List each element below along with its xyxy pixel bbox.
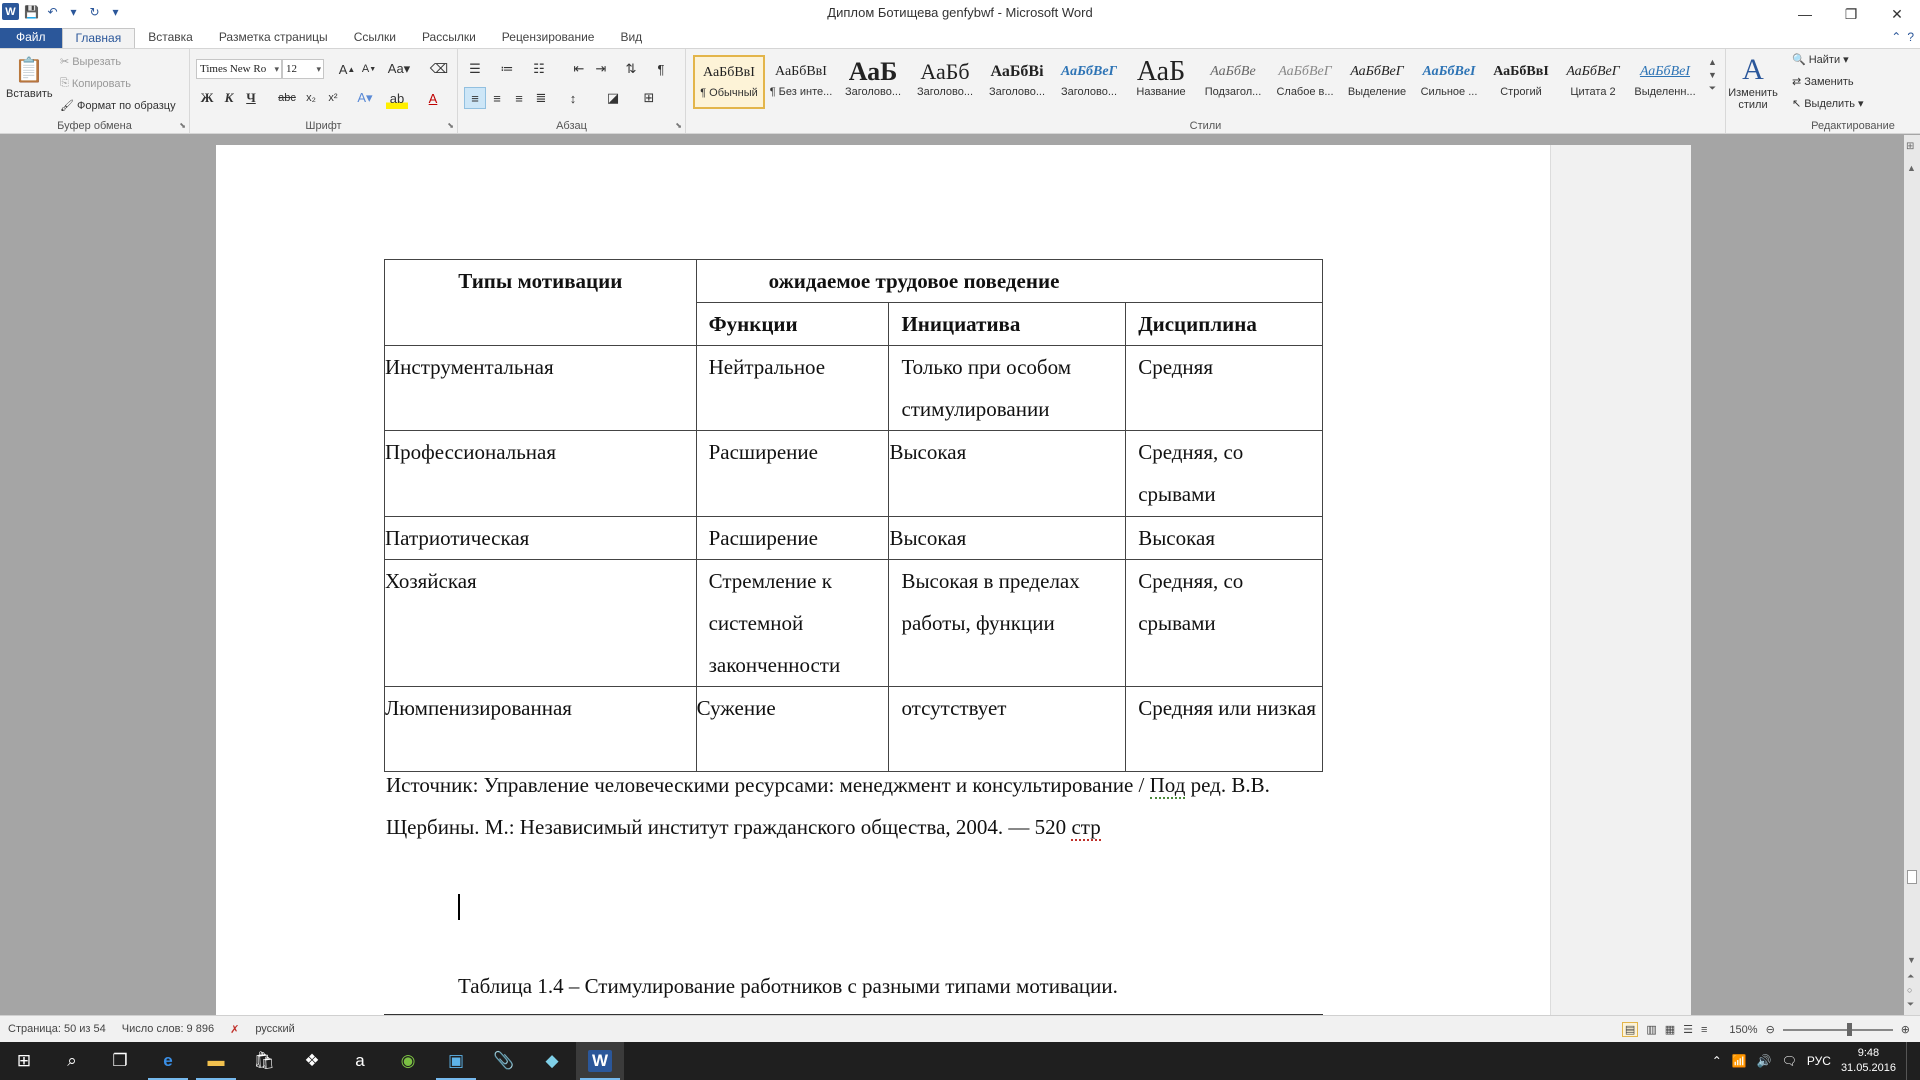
header-types[interactable]: Типы мотивации — [385, 260, 697, 346]
tab-references[interactable]: Ссылки — [353, 30, 396, 44]
paste-label: Вставить — [6, 88, 53, 100]
table-cell[interactable]: Высокая — [889, 517, 1126, 560]
style-emphasis[interactable] — [1341, 55, 1413, 109]
editing-group-label: Редактирование — [1811, 120, 1895, 132]
style-name: Заголово... — [844, 86, 902, 98]
find-button[interactable] — [1792, 53, 1849, 66]
style-preview: АаБбВеІ — [1639, 64, 1691, 79]
table-cell[interactable]: Инструментальная — [385, 346, 697, 431]
style-preview: АаБбВвІ — [775, 64, 827, 79]
select-button[interactable] — [1792, 97, 1864, 110]
select-label: Выделить — [1804, 97, 1855, 110]
table-cell[interactable]: Только при особом стимулировании — [889, 346, 1126, 431]
outline-icon[interactable]: ☰ — [1683, 1024, 1693, 1036]
chevron-up-icon[interactable]: ⌃ — [1711, 1054, 1722, 1068]
tab-insert[interactable]: Вставка — [148, 30, 193, 44]
zoom-slider[interactable] — [1783, 1029, 1893, 1031]
spelling-flagged-word[interactable]: стр — [1071, 815, 1101, 839]
paste-button[interactable] — [6, 53, 53, 100]
clock[interactable] — [1841, 1046, 1896, 1076]
ruler-toggle-icon[interactable]: ⊞ — [1906, 141, 1915, 152]
restore-button[interactable]: ❐ — [1844, 5, 1858, 22]
style-title[interactable] — [1125, 55, 1197, 109]
align-right-icon[interactable]: ≡ — [515, 90, 523, 106]
italic-button[interactable]: К — [224, 90, 234, 105]
print-layout-icon[interactable]: ▤ — [1622, 1022, 1638, 1037]
clock-time: 9:48 — [1857, 1047, 1880, 1059]
search-icon[interactable]: ⌕ — [67, 1051, 77, 1070]
increase-indent-icon[interactable]: ⇥ — [595, 61, 607, 76]
font-group-label: Шрифт — [305, 120, 342, 132]
table-caption[interactable]: Таблица 1.4 – Стимулирование работников с разными типами мотивации. — [458, 974, 1118, 998]
scroll-down-icon[interactable]: ▼ — [1907, 955, 1916, 965]
table-cell[interactable]: Нейтральное — [696, 346, 889, 431]
proofing-icon[interactable]: ✗ — [230, 1023, 240, 1036]
word-taskbar-icon[interactable]: W — [576, 1042, 624, 1080]
ribbon-tabs — [0, 28, 1920, 48]
title-bar — [0, 0, 1920, 28]
style-name: Выделенн... — [1634, 86, 1696, 98]
font-size-combo[interactable]: 12 ▾ — [282, 59, 324, 79]
style-intense-quote[interactable] — [1629, 55, 1701, 109]
table-row — [385, 346, 1323, 431]
style-intense-emphasis[interactable] — [1413, 55, 1485, 109]
chevron-down-icon[interactable]: ▾ — [70, 4, 77, 19]
style-name: Строгий — [1500, 86, 1542, 98]
align-left-icon[interactable]: ≡ — [464, 87, 486, 109]
table-cell[interactable]: Хозяйская — [385, 560, 697, 687]
style-heading-1[interactable] — [837, 55, 909, 109]
paragraph-group-label: Абзац — [556, 120, 587, 132]
style-preview: АаБб — [920, 59, 970, 84]
word-logo-icon[interactable]: W — [2, 3, 19, 20]
style-subtitle[interactable] — [1197, 55, 1269, 109]
paragraph-group — [458, 49, 686, 133]
paperclip-icon[interactable]: 📎 — [493, 1051, 515, 1070]
table-cell[interactable]: Патриотическая — [385, 517, 697, 560]
style-name: Заголово... — [916, 86, 974, 98]
table-cell[interactable]: Люмпенизированная — [385, 687, 697, 772]
styles-gallery — [693, 55, 1701, 109]
style-preview: АаБбВеГ — [1566, 64, 1620, 79]
grow-font-icon[interactable]: A ▲ — [338, 61, 356, 77]
style-preview: АаБ — [848, 57, 898, 86]
style-heading-4[interactable] — [1053, 55, 1125, 109]
style-preview: АаБбВе — [1210, 64, 1256, 79]
style-heading-3[interactable] — [981, 55, 1053, 109]
table-cell[interactable]: Сужение — [696, 687, 889, 772]
notes-icon[interactable]: ◆ — [545, 1051, 559, 1070]
style-preview: АаБбВеГ — [1060, 64, 1117, 79]
show-marks-icon[interactable]: ¶ — [657, 61, 665, 77]
task-view-icon[interactable]: ❐ — [112, 1051, 128, 1070]
replace-button[interactable] — [1792, 75, 1854, 88]
scissors-icon: ✂ — [60, 56, 70, 68]
style-name: Подзагол... — [1204, 86, 1262, 98]
format-painter-label: Формат по образцу — [76, 99, 176, 112]
tab-page-layout[interactable]: Разметка страницы — [218, 30, 328, 44]
replace-icon: ⇄ — [1792, 76, 1802, 88]
brush-icon: 🖌 — [60, 100, 74, 112]
replace-label: Заменить — [1804, 75, 1854, 88]
notifications-icon[interactable]: 🗨 — [1781, 1054, 1797, 1068]
multilevel-list-icon[interactable]: ☷ — [533, 61, 545, 76]
cursor-icon: ↖ — [1792, 98, 1802, 110]
header-expected-behavior[interactable]: ожидаемое трудовое поведение — [696, 260, 1322, 303]
table-cell[interactable]: Средняя или низкая — [1126, 687, 1323, 772]
scrollbar-thumb[interactable] — [1907, 870, 1917, 884]
superscript-icon[interactable]: x² — [328, 92, 338, 104]
amazon-icon[interactable]: a — [355, 1051, 365, 1070]
bold-button[interactable]: Ж — [200, 90, 214, 105]
table-cell[interactable]: отсутствует — [889, 687, 1126, 772]
binoculars-icon: 🔍 — [1792, 54, 1806, 66]
table-row — [385, 687, 1323, 772]
help-icon[interactable]: ? — [1907, 30, 1914, 44]
style-heading-2[interactable] — [909, 55, 981, 109]
save-icon[interactable]: 💾 — [24, 4, 39, 19]
text-effects-icon[interactable]: A▾ — [357, 90, 373, 105]
browse-object-icon[interactable]: ○ — [1907, 985, 1913, 995]
style-name: Заголово... — [988, 86, 1046, 98]
close-button[interactable]: ✕ — [1891, 5, 1903, 22]
header-functions[interactable]: Функции — [696, 303, 889, 346]
table-cell[interactable]: Высокая — [1126, 517, 1323, 560]
page-count[interactable]: Страница: 50 из 54 — [8, 1023, 106, 1035]
window-title: Диплом Ботищева genfybwf - Microsoft Word — [827, 5, 1093, 20]
format-painter-button[interactable] — [60, 99, 176, 112]
style-preview: АаБбВі — [990, 63, 1044, 80]
copy-label: Копировать — [71, 77, 132, 90]
grammar-flagged-word[interactable]: Под — [1149, 773, 1186, 797]
underline-button[interactable]: Ч — [246, 90, 256, 105]
clear-formatting-icon[interactable]: ⌫ — [429, 61, 449, 76]
header-initiative[interactable]: Инициатива — [889, 303, 1126, 346]
find-label: Найти — [1808, 53, 1841, 66]
undo-icon[interactable]: ↶ — [47, 4, 58, 19]
photos-icon[interactable]: ▣ — [432, 1042, 480, 1080]
style-preview: АаБбВеГ — [1278, 64, 1332, 79]
shading-icon[interactable]: ◪ — [606, 90, 620, 105]
ribbon — [0, 48, 1920, 134]
zoom-out-icon[interactable]: ⊖ — [1765, 1024, 1775, 1036]
source-text: Источник: Управление человеческими ресурсами: менеджмент и консультирование / — [386, 773, 1150, 797]
windows-start-icon[interactable]: ⊞ — [16, 1051, 32, 1070]
style-name: Слабое в... — [1276, 86, 1334, 98]
numbering-icon[interactable]: ≔ — [500, 61, 514, 76]
file-explorer-icon[interactable]: ▬ — [192, 1042, 240, 1080]
subscript-icon[interactable]: x₂ — [306, 92, 316, 104]
table-cell[interactable]: Средняя — [1126, 346, 1323, 431]
highlight-icon[interactable]: ab — [386, 87, 408, 109]
tab-view[interactable]: Вид — [620, 30, 643, 44]
chevron-up-icon[interactable]: ▲ — [1708, 57, 1717, 67]
language-indicator[interactable]: русский — [255, 1023, 295, 1035]
styles-group-label: Стили — [1189, 120, 1222, 132]
input-language[interactable]: РУС — [1806, 1054, 1831, 1068]
copy-button[interactable] — [60, 77, 131, 90]
source-paragraph[interactable] — [386, 764, 1326, 848]
table-row — [385, 517, 1323, 560]
tripadvisor-icon[interactable]: ◉ — [400, 1051, 416, 1070]
font-name-combo[interactable]: Times New Ro ▾ — [196, 59, 282, 79]
style-normal[interactable] — [693, 55, 765, 109]
tab-home[interactable]: Главная — [62, 28, 136, 48]
style-preview: АаБбВвІ — [1493, 64, 1549, 79]
bullets-icon[interactable]: ☰ — [469, 61, 481, 76]
redo-icon[interactable]: ↻ — [89, 4, 100, 19]
sort-icon[interactable]: ⇅ — [625, 61, 637, 76]
scroll-up-icon[interactable]: ▲ — [1907, 163, 1916, 173]
network-icon[interactable]: 📶 — [1731, 1054, 1747, 1068]
change-styles-button[interactable] — [1722, 53, 1784, 111]
style-no-spacing[interactable] — [765, 55, 837, 109]
table-cell[interactable]: Расширение — [696, 517, 889, 560]
source-text: ред. В.В. Щербины. М.: Независимый институт гражданского общества, 2004. — 520 — [386, 773, 1270, 839]
volume-icon[interactable]: 🔊 — [1756, 1054, 1772, 1068]
zoom-level[interactable]: 150% — [1729, 1023, 1758, 1036]
style-name: Заголово... — [1060, 86, 1118, 98]
style-name: Название — [1136, 86, 1186, 98]
style-preview: АаБбВеГ — [1350, 64, 1404, 79]
table-cell[interactable]: Профессиональная — [385, 431, 697, 517]
word-count[interactable]: Число слов: 9 896 — [121, 1023, 215, 1035]
show-desktop-button[interactable] — [1906, 1042, 1912, 1080]
dropbox-icon[interactable]: ❖ — [304, 1051, 320, 1070]
store-icon[interactable]: 🛍 — [253, 1051, 275, 1070]
chevron-down-icon: ▾ — [1857, 98, 1864, 110]
style-preview: АаБбВеІ — [1422, 64, 1476, 79]
table-cell[interactable]: Средняя, со срывами — [1126, 560, 1323, 687]
line-spacing-icon[interactable]: ↕ — [569, 90, 577, 106]
table-cell[interactable]: Высокая — [889, 431, 1126, 517]
paragraph-dialog-launcher-icon[interactable]: ⬊ — [675, 121, 682, 130]
minimize-button[interactable]: — — [1798, 6, 1812, 22]
full-screen-reading-icon[interactable]: ▥ — [1646, 1024, 1657, 1036]
clipboard-group — [0, 49, 190, 133]
motivation-table[interactable] — [384, 259, 1323, 772]
page-margin-panel — [1550, 145, 1691, 1015]
change-styles-icon: A — [1742, 53, 1764, 86]
table-cell[interactable]: Расширение — [696, 431, 889, 517]
editing-group — [1786, 49, 1920, 133]
chevron-down-icon[interactable]: ▼ — [1708, 70, 1717, 80]
clipboard-icon: 📋 — [14, 56, 45, 84]
align-center-icon[interactable]: ≡ — [493, 90, 501, 106]
style-name: Сильное ... — [1420, 86, 1478, 98]
justify-icon[interactable]: ≣ — [535, 90, 547, 105]
zoom-in-icon[interactable]: ⊕ — [1900, 1024, 1910, 1036]
web-layout-icon[interactable]: ▦ — [1664, 1024, 1676, 1036]
font-group — [190, 49, 458, 133]
customize-toolbar-icon[interactable]: ▾ — [112, 4, 119, 19]
system-tray — [1712, 1042, 1920, 1080]
cut-button[interactable] — [60, 55, 121, 68]
change-styles-label: Изменить стили — [1728, 87, 1778, 111]
style-name: ¶ Без инте... — [769, 86, 833, 98]
decrease-indent-icon[interactable]: ⇤ — [573, 61, 585, 76]
style-name: Выделение — [1347, 86, 1407, 98]
table-cell[interactable]: Стремление к системной законченности — [696, 560, 889, 687]
vertical-scrollbar[interactable] — [1904, 135, 1920, 1015]
change-case-icon[interactable]: Aa▾ — [387, 61, 411, 76]
taskbar — [0, 1042, 1920, 1080]
style-strong[interactable] — [1485, 55, 1557, 109]
shrink-font-icon[interactable]: A ▼ — [361, 63, 377, 75]
table-cell[interactable]: Средняя, со срывами — [1126, 431, 1323, 517]
draft-icon[interactable]: ≡ — [1701, 1023, 1708, 1036]
table-row — [385, 431, 1323, 517]
clock-date: 31.05.2016 — [1840, 1062, 1896, 1074]
header-discipline[interactable]: Дисциплина — [1126, 303, 1323, 346]
edge-icon[interactable]: e — [144, 1042, 192, 1080]
minimize-ribbon-icon[interactable]: ⌃ — [1891, 30, 1902, 44]
style-quote-2[interactable] — [1557, 55, 1629, 109]
next-page-icon[interactable]: ⏷ — [1907, 999, 1915, 1009]
table-cell[interactable]: Высокая в пределах работы, функции — [889, 560, 1126, 687]
style-preview: АаБбВвІ — [703, 65, 755, 80]
style-name: ¶ Обычный — [700, 87, 758, 99]
dialog-launcher-icon[interactable]: ⬊ — [179, 121, 186, 130]
style-name: Цитата 2 — [1570, 86, 1616, 98]
style-subtle-emphasis[interactable] — [1269, 55, 1341, 109]
tab-mailings[interactable]: Рассылки — [421, 30, 476, 44]
font-color-icon[interactable]: A — [428, 90, 438, 106]
clipboard-group-label: Буфер обмена — [57, 120, 132, 132]
more-styles-icon[interactable]: ⏷ — [1708, 83, 1717, 93]
tab-file[interactable]: Файл — [0, 28, 62, 48]
status-bar — [0, 1015, 1920, 1042]
style-preview: АаБ — [1136, 56, 1186, 86]
borders-icon[interactable]: ⊞ — [643, 90, 655, 105]
styles-scroll[interactable] — [1708, 57, 1717, 94]
table-row — [385, 560, 1323, 687]
tab-review[interactable]: Рецензирование — [501, 30, 595, 44]
cut-label: Вырезать — [72, 55, 122, 68]
strikethrough-icon[interactable]: abc — [278, 92, 296, 104]
chevron-down-icon: ▾ — [1843, 54, 1849, 66]
prev-page-icon[interactable]: ⏶ — [1907, 971, 1915, 981]
text-cursor — [458, 894, 460, 920]
font-dialog-launcher-icon[interactable]: ⬊ — [447, 121, 454, 130]
copy-icon: ⎘ — [60, 77, 69, 89]
